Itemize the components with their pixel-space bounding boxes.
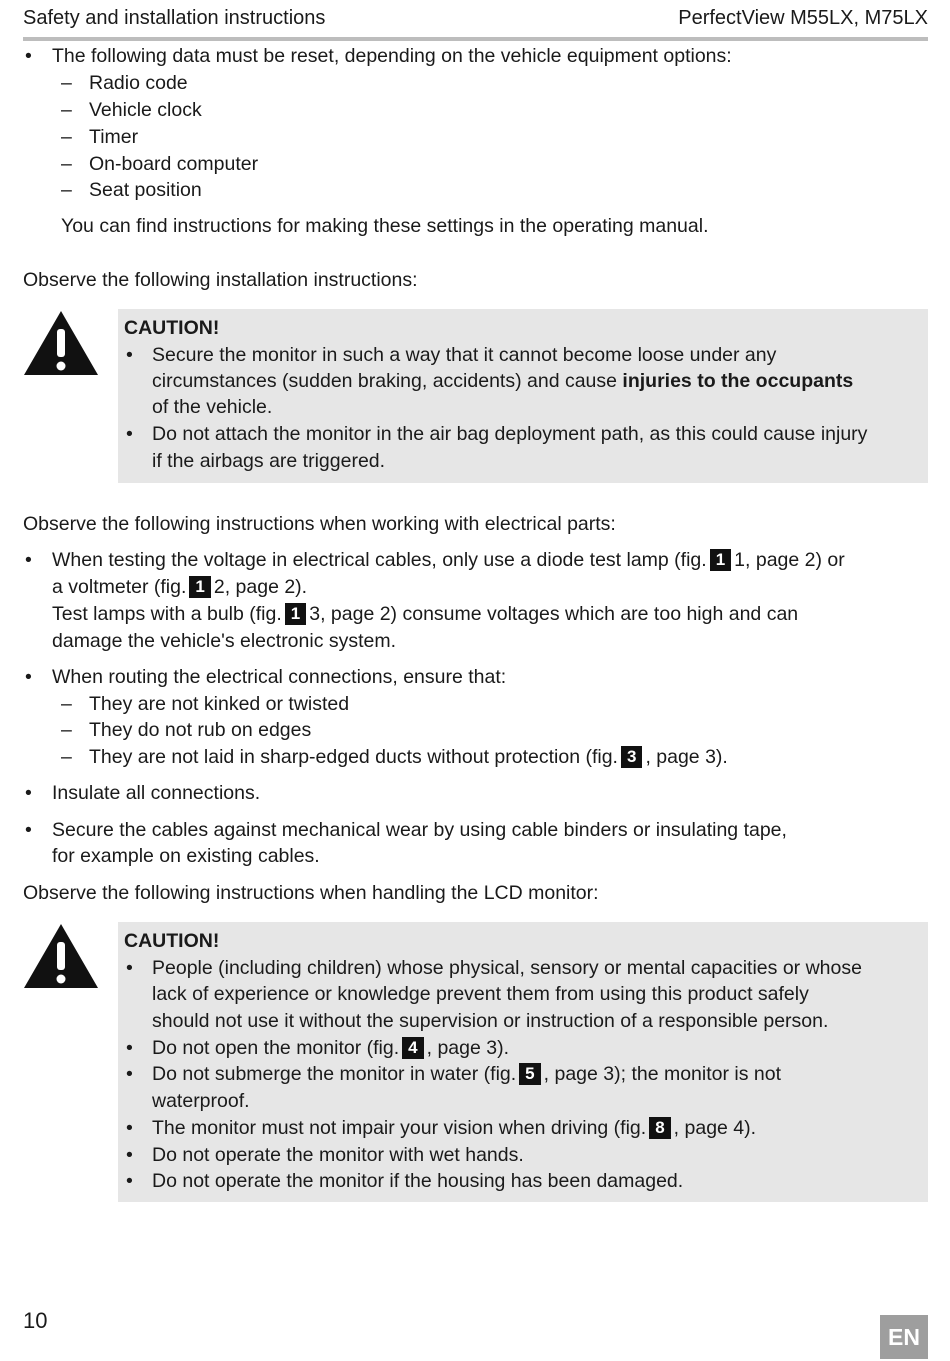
figure-ref-badge: 4 xyxy=(402,1037,423,1059)
caution-text: Do not operate the monitor with wet hands. xyxy=(152,1144,524,1166)
figure-ref-badge: 1 xyxy=(189,576,210,598)
electrical-text: Secure the cables against mechanical wear by using cable binders or insulating tape, xyxy=(52,819,787,841)
caution-text xyxy=(152,1061,781,1087)
page-number: 10 xyxy=(23,1308,48,1333)
caution-text: should not use it without the supervision or instruction of a responsible person. xyxy=(152,1010,829,1032)
figure-ref-badge: 1 xyxy=(710,549,731,571)
bullet-marker: • xyxy=(126,1117,133,1139)
caution-text: waterproof. xyxy=(152,1090,250,1112)
language-badge: EN xyxy=(880,1315,928,1359)
text-part: 1, page 2) or xyxy=(734,549,845,571)
reset-item: Radio code xyxy=(89,72,188,94)
text-part: They are not laid in sharp-edged ducts without protection (fig. xyxy=(89,746,618,768)
bullet-marker: • xyxy=(25,549,32,571)
dash-marker: – xyxy=(61,126,72,148)
reset-note: You can find instructions for making these settings in the operating manual. xyxy=(61,215,709,237)
caution-emphasis: injuries to the occupants xyxy=(622,370,854,392)
bullet-marker: • xyxy=(126,344,133,366)
dash-marker: – xyxy=(61,746,72,768)
dash-marker: – xyxy=(61,72,72,94)
figure-ref-badge: 3 xyxy=(621,746,642,768)
bullet-marker: • xyxy=(25,666,32,688)
text-part: Do not open the monitor (fig. xyxy=(152,1037,400,1059)
bullet-marker: • xyxy=(126,1144,133,1166)
warning-triangle-icon xyxy=(22,309,100,377)
install-intro: Observe the following installation instructions: xyxy=(23,269,418,291)
text-part: a voltmeter (fig. xyxy=(52,576,187,598)
electrical-text xyxy=(52,574,307,600)
header-divider xyxy=(23,37,928,41)
bullet-marker: • xyxy=(126,1037,133,1059)
electrical-text: damage the vehicle's electronic system. xyxy=(52,630,397,652)
bullet-marker: • xyxy=(25,819,32,841)
routing-item: They are not kinked or twisted xyxy=(89,693,350,715)
dash-marker: – xyxy=(61,99,72,121)
reset-intro: The following data must be reset, depending on the vehicle equipment options: xyxy=(52,45,732,67)
caution-text xyxy=(152,1035,509,1061)
text-part: Do not submerge the monitor in water (fig. xyxy=(152,1063,517,1085)
bullet-marker: • xyxy=(126,1063,133,1085)
electrical-intro: Observe the following instructions when working with electrical parts: xyxy=(23,513,616,535)
dash-marker: – xyxy=(61,693,72,715)
reset-item: On-board computer xyxy=(89,153,259,175)
reset-item: Vehicle clock xyxy=(89,99,202,121)
lcd-intro: Observe the following instructions when handling the LCD monitor: xyxy=(23,882,599,904)
dash-marker: – xyxy=(61,153,72,175)
warning-triangle-icon xyxy=(22,922,100,990)
reset-item: Timer xyxy=(89,126,139,148)
figure-ref-badge: 5 xyxy=(519,1063,540,1085)
text-part: 2, page 2). xyxy=(213,576,308,598)
caution-text: Do not attach the monitor in the air bag deployment path, as this could cause injury xyxy=(152,423,868,445)
bullet-marker: • xyxy=(25,45,32,67)
routing-item xyxy=(89,744,728,770)
electrical-text: When routing the electrical connections, ensure that: xyxy=(52,666,507,688)
bullet-marker: • xyxy=(126,423,133,445)
text-part: , page 3). xyxy=(426,1037,509,1059)
header-title: Safety and installation instructions xyxy=(23,7,326,29)
routing-item: They do not rub on edges xyxy=(89,719,312,741)
bullet-marker: • xyxy=(126,1170,133,1192)
bullet-marker: • xyxy=(126,957,133,979)
figure-ref-badge: 1 xyxy=(285,603,306,625)
electrical-text: for example on existing cables. xyxy=(52,845,320,867)
electrical-text xyxy=(52,601,798,627)
text-part: Test lamps with a bulb (fig. xyxy=(52,603,282,625)
caution-title: CAUTION! xyxy=(124,317,220,339)
caution-text: People (including children) whose physical, sensory or mental capacities or whose xyxy=(152,957,862,979)
caution-text: lack of experience or knowledge prevent them from using this product safely xyxy=(152,983,809,1005)
figure-ref-badge: 8 xyxy=(649,1117,670,1139)
text-part: The monitor must not impair your vision when driving (fig. xyxy=(152,1117,647,1139)
electrical-text xyxy=(52,547,845,573)
dash-marker: – xyxy=(61,179,72,201)
caution-text xyxy=(152,1115,756,1141)
caution-text xyxy=(152,368,853,394)
caution-text: of the vehicle. xyxy=(152,396,273,418)
caution-text-part: circumstances (sudden braking, accidents) and cause xyxy=(152,370,623,392)
caution-text: Secure the monitor in such a way that it cannot become loose under any xyxy=(152,344,777,366)
header-product: PerfectView M55LX, M75LX xyxy=(678,7,928,29)
bullet-marker: • xyxy=(25,782,32,804)
text-part: , page 3). xyxy=(645,746,728,768)
electrical-text: Insulate all connections. xyxy=(52,782,261,804)
reset-item: Seat position xyxy=(89,179,202,201)
dash-marker: – xyxy=(61,719,72,741)
caution-text: Do not operate the monitor if the housing has been damaged. xyxy=(152,1170,684,1192)
caution-title: CAUTION! xyxy=(124,930,220,952)
text-part: , page 4). xyxy=(673,1117,757,1139)
caution-text: if the airbags are triggered. xyxy=(152,450,386,472)
text-part: When testing the voltage in electrical cables, only use a diode test lamp (fig. xyxy=(52,549,707,571)
text-part: , page 3); the monitor is not xyxy=(543,1063,782,1085)
text-part: 3, page 2) consume voltages which are too high and can xyxy=(309,603,799,625)
